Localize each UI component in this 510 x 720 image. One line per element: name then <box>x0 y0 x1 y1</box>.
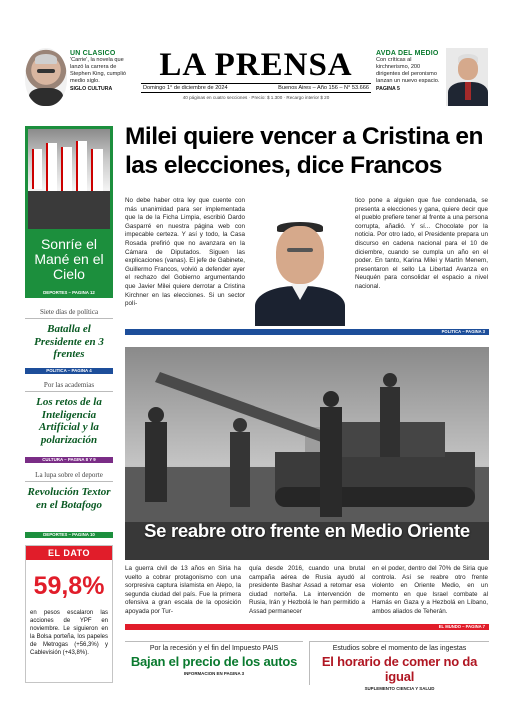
sidebar-story-title: Sonríe el Mané en el Cielo <box>34 236 104 282</box>
bottom-story-horario[interactable] <box>309 641 489 691</box>
sidebar-kicker: Por las academias <box>25 381 113 392</box>
promo-right-text: Con críticas al kirchnerismo, 200 dirigentes del peronismo lanzan un nuevo espacio. <box>376 57 440 84</box>
bottom-title: Bajan el precio de los autos <box>130 654 298 669</box>
issue-date: Domingo 1° de diciembre de 2024 <box>143 85 228 91</box>
main-story-col1: No debe haber otra ley que cuente con más unanimidad para ser implementada que la de la Ficha Limpia, escribió Dardo Gasparré en nuestra página web con impecable certeza. Y así y todo, la Casa Rosada prefirió que no avanzara en la Cámara de Diputados. Siguen las explicaciones (vanas). El jefe de Gabinete, Guillermo Francos, volvió a defender ayer el rechazo del Gobierno argumentando que Javier Milei quiere derrotar a Cristina Kirchner en las elecciones. Si un sector polí- <box>125 197 245 308</box>
main-headline[interactable]: Milei quiere vencer a Cristina en las elecciones, dice Francos <box>125 123 483 179</box>
bottom-kicker: Estudios sobre el momento de las ingestas <box>332 645 467 652</box>
bottom-title: El horario de comer no da igual <box>321 654 478 684</box>
sidebar-story-title: Revolución Textor en el Botafogo <box>27 486 111 511</box>
sidebar-story-river[interactable] <box>25 126 113 298</box>
el-dato-header: EL DATO <box>26 546 112 560</box>
dateline <box>141 83 371 93</box>
stephen-king-photo <box>25 48 67 106</box>
francos-photo <box>249 218 351 326</box>
section-tag: POLITICA – PAGINA 4 <box>25 368 113 374</box>
promo-left-text: 'Carrie', la novela que lanzó la carrera de Stephen King, cumplió medio siglo. <box>70 57 126 84</box>
sidebar-story-deportes[interactable] <box>25 471 113 511</box>
promo-right-title: AVDA DEL MEDIO <box>376 50 439 57</box>
sidebar-kicker: La lupa sobre el deporte <box>25 471 113 482</box>
promo-left-title: UN CLASICO <box>70 50 116 57</box>
photo-story-col2: quía desde 2016, cuando una brutal campaña aérea de Rusia ayudó al presidente Bashar Assad a retomar esa ciudad norteña. La intervención de Rusia, Irán y Hezbolá le han permitido a Assad permanecer <box>249 565 365 615</box>
photo-story-col3: en el poder, dentro del 70% de Siria que controla. Así se reabre otro frente violento en Oriente Medio, en un momento en que Israel combate al Hamás en Gaza y a Hezbolá en Líbano, ambos aliados de Teherán. <box>372 565 488 615</box>
section-tag: DEPORTES – PAGINA 10 <box>25 532 113 538</box>
team-photo <box>28 129 110 229</box>
photo-caption[interactable]: Se reabre otro frente en Medio Oriente <box>144 520 470 541</box>
promo-left-tag: SIGLO CULTURA <box>70 86 113 92</box>
el-dato-value: 59,8% <box>33 572 105 600</box>
masthead <box>141 48 371 104</box>
bottom-tag: SUPLEMENTO CIENCIA Y SALUD <box>364 686 435 691</box>
sidebar-story-cultura[interactable] <box>25 381 113 446</box>
photo-story-col1: La guerra civil de 13 años en Siria ha vuelto a cobrar protagonismo con una sorpresiva captura islamista en Alepo, la segunda ciudad del país. Fue la primera ofensiva a gran escala de la oposición apoyada por Tur- <box>125 565 241 615</box>
el-dato-text: en pesos escalaron las acciones de YPF en noviembre. Le siguieron en la Bolsa porteña, los papeles de Metrogas (+56,3%) y Cablevisión (+43,8%). <box>30 610 108 656</box>
sidebar-story-politica[interactable] <box>25 308 113 361</box>
politician-photo <box>446 48 488 106</box>
sidebar-kicker: Siete días de política <box>25 308 113 319</box>
price-line: 40 páginas en cuatro secciones · Precio: $ 1.300 · Recargo interior $ 20 <box>182 95 330 100</box>
promo-right-tag: PAGINA 5 <box>376 86 400 92</box>
section-tag: CULTURA – PAGINA 8 Y 9 <box>25 457 113 463</box>
promo-left[interactable] <box>25 48 137 108</box>
sidebar-story-title: Batalla el Presidente en 3 frentes <box>34 323 104 360</box>
newspaper-logo: LA PRENSA <box>159 47 353 83</box>
bottom-story-autos[interactable] <box>125 641 303 685</box>
el-dato-box <box>25 545 113 683</box>
main-story-col2: tico pone a alguien que fue condenada, se presenta a elecciones y gana, quiere decir que el pueblo prefiere tener al frente a una persona corrupta, añadió. Y sí... Chocolate por la noticia. Por otro lado, el Presidente prepara un discurso en cadena nacional para el 10 de diciembre, cuando se cumpla un año en el poder. En tanto, Karina Milei y Martín Menem, presentaron el sello La Libertad Avanza en Neuquén para consolidar el espacio a nivel nacional. <box>355 197 488 290</box>
issue-city: Buenos Aires – Año 156 – N° 53.666 <box>278 85 369 91</box>
section-tag: DEPORTES – PAGINA 12 <box>25 290 113 296</box>
promo-right[interactable] <box>376 48 488 108</box>
bottom-tag: INFORMACION EN PAGINA 3 <box>183 671 245 676</box>
bottom-kicker: Por la recesión y el fin del Impuesto PAIS <box>149 645 279 652</box>
section-tag: EL MUNDO – PAGINA 7 <box>125 624 489 630</box>
section-tag: POLITICA – PAGINA 3 <box>125 329 489 335</box>
sidebar-story-title: Los retos de la Inteligencia Artificial y la polarización <box>36 396 102 446</box>
